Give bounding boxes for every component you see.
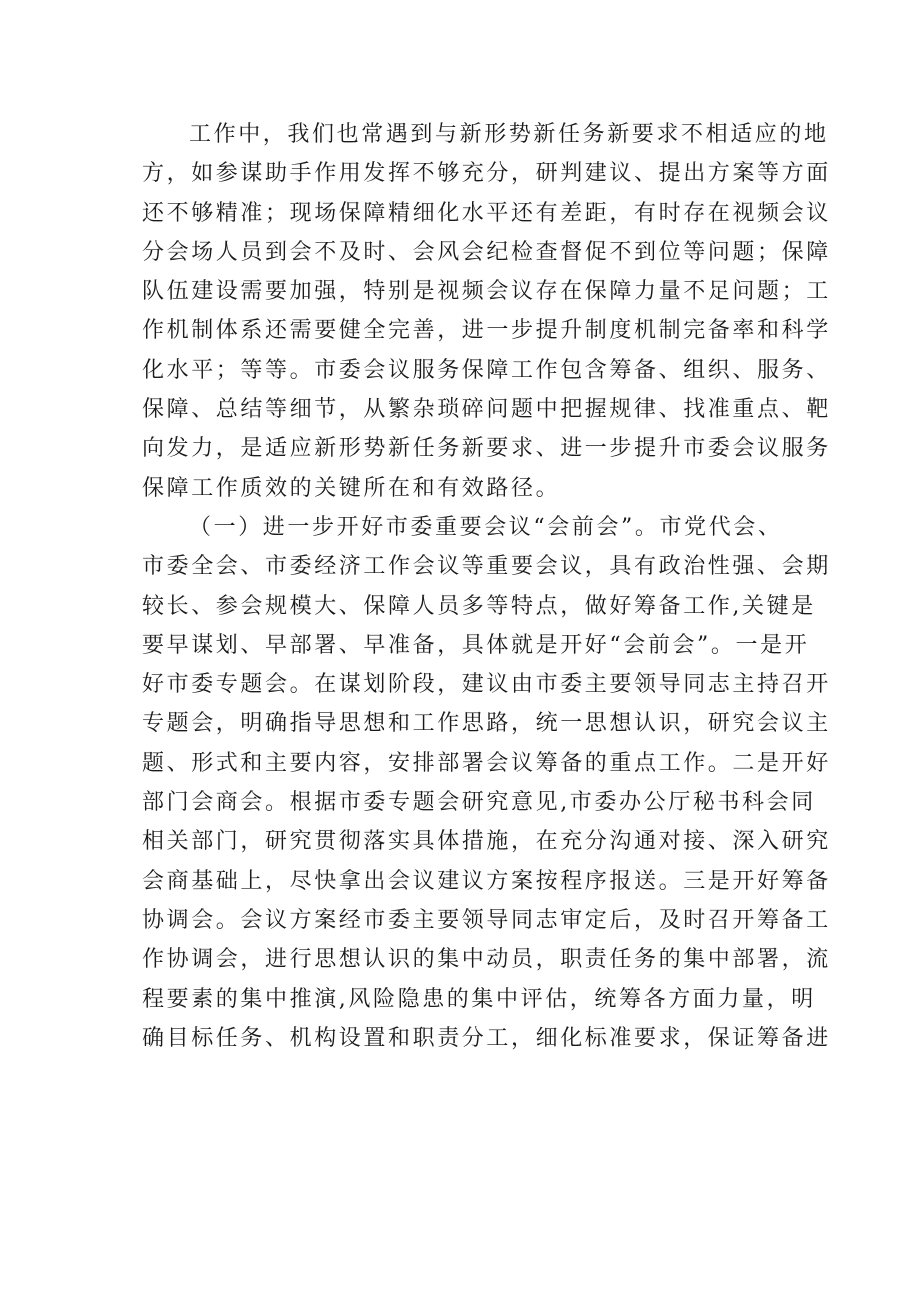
- text-line: 作机制体系还需要健全完善，进一步提升制度机制完备率和科学: [142, 318, 831, 344]
- text-line: 程要素的集中推演,风险隐患的集中评估，统筹各方面力量，明: [142, 986, 816, 1012]
- text-line: 保障工作质效的关键所在和有效路径。: [142, 475, 561, 501]
- text-line: 保障、总结等细节，从繁杂琐碎问题中把握规律、找准重点、靶: [142, 397, 831, 423]
- text-line: 会商基础上，尽快拿出会议建议方案按程序报送。三是开好筹备: [142, 868, 831, 894]
- text-line: 题、形式和主要内容，安排部署会议筹备的重点工作。二是开好: [142, 750, 831, 776]
- section-heading-line: （一）进一步开好市委重要会议“会前会”。市党代会、: [189, 514, 783, 540]
- text-line: 还不够精准；现场保障精细化水平还有差距，有时存在视频会议: [142, 200, 831, 226]
- text-line: 化水平；等等。市委会议服务保障工作包含筹备、组织、服务、: [142, 357, 831, 383]
- text-line: 确目标任务、机构设置和职责分工，细化标准要求，保证筹备进: [142, 1025, 831, 1051]
- text-line: 协调会。会议方案经市委主要领导同志审定后，及时召开筹备工: [142, 907, 831, 933]
- text-line: 相关部门，研究贯彻落实具体措施，在充分沟通对接、深入研究: [142, 829, 831, 855]
- document-body: [142, 115, 831, 1058]
- text-line: 分会场人员到会不及时、会风会纪检查督促不到位等问题；保障: [142, 239, 831, 265]
- text-line: 较长、参会规模大、保障人员多等特点，做好筹备工作,关键是: [142, 593, 816, 619]
- text-line: 专题会，明确指导思想和工作思路，统一思想认识，研究会议主: [142, 711, 831, 737]
- text-line: 向发力，是适应新形势新任务新要求、进一步提升市委会议服务: [142, 436, 831, 462]
- text-line: 部门会商会。根据市委专题会研究意见,市委办公厅秘书科会同: [142, 790, 816, 816]
- text-line: 市委全会、市委经济工作会议等重要会议，具有政治性强、会期: [142, 554, 831, 580]
- text-line: 好市委专题会。在谋划阶段，建议由市委主要领导同志主持召开: [142, 672, 831, 698]
- text-line: 工作中，我们也常遇到与新形势新任务新要求不相适应的地: [189, 122, 829, 147]
- text-line: 方，如参谋助手作用发挥不够充分，研判建议、提出方案等方面: [142, 161, 831, 187]
- text-line: 要早谋划、早部署、早准备，具体就是开好“会前会”。一是开: [142, 632, 810, 658]
- text-line: 队伍建设需要加强，特别是视频会议存在保障力量不足问题；工: [142, 279, 831, 305]
- text-line: 作协调会，进行思想认识的集中动员，职责任务的集中部署，流: [142, 947, 831, 973]
